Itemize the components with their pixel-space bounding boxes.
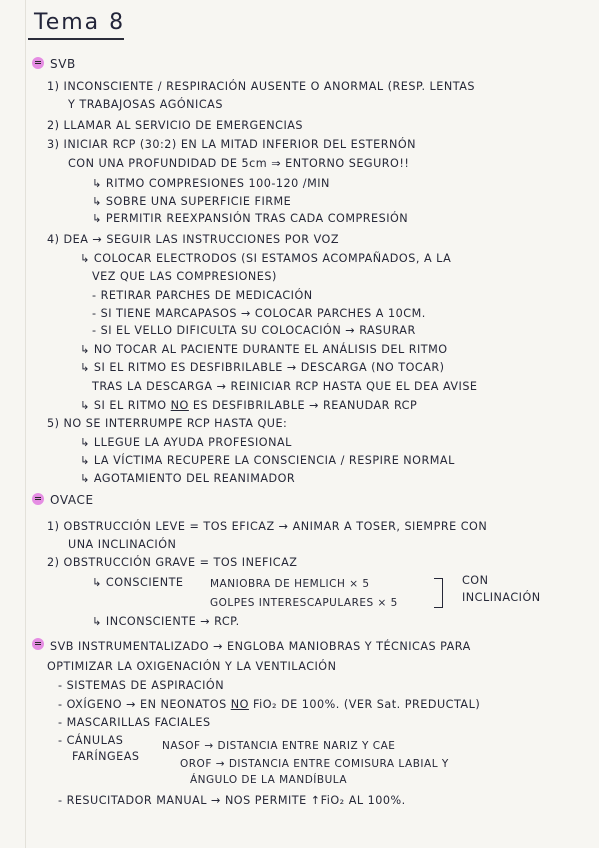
ovace-line: ↳ CONSCIENTE: [92, 576, 184, 589]
svb-line: - SI EL VELLO DIFICULTA SU COLOCACIÓN → RASURAR: [92, 324, 416, 337]
ovace-line: 1) OBSTRUCCIÓN LEVE = TOS EFICAZ → ANIMAR A TOSER, SIEMPRE CON: [47, 520, 488, 533]
svb-line: - SI TIENE MARCAPASOS → COLOCAR PARCHES A 10CM.: [92, 307, 426, 320]
bullet-icon: [32, 493, 44, 505]
svb-line: VEZ QUE LAS COMPRESIONES): [92, 270, 277, 283]
svb-line: ↳ NO TOCAR AL PACIENTE DURANTE EL ANÁLISIS DEL RITMO: [80, 343, 448, 356]
svb-line: ↳ LLEGUE LA AYUDA PROFESIONAL: [80, 436, 292, 449]
svb-line: 2) LLAMAR AL SERVICIO DE EMERGENCIAS: [47, 119, 304, 132]
section-heading-svb-instrumentalizado: SVB INSTRUMENTALIZADO → ENGLOBA MANIOBRAS Y TÉCNICAS PARA: [50, 640, 471, 653]
text-fragment: ES DESFIBRILABLE → REANUDAR RCP: [188, 399, 418, 412]
svb-line: ↳ AGOTAMIENTO DEL REANIMADOR: [80, 472, 296, 485]
svb-line: CON UNA PROFUNDIDAD DE 5cm ⇒ ENTORNO SEGURO!!: [68, 157, 410, 170]
bracket: [434, 578, 443, 608]
ovace-line: CON: [462, 574, 489, 587]
svb-line: Y TRABAJOSAS AGÓNICAS: [68, 98, 223, 111]
underlined-no: NO: [170, 399, 189, 412]
text-fragment: - OXÍGENO → EN NEONATOS: [58, 698, 231, 711]
svbi-line: FARÍNGEAS: [72, 750, 140, 763]
ovace-line: GOLPES INTERESCAPULARES × 5: [210, 597, 398, 609]
ovace-line: MANIOBRA DE HEMLICH × 5: [210, 578, 370, 590]
svbi-line: - MASCARILLAS FACIALES: [58, 716, 211, 729]
svb-line: ↳ SI EL RITMO ES DESFIBRILABLE → DESCARGA (NO TOCAR): [80, 361, 445, 374]
svbi-line: OPTIMIZAR LA OXIGENACIÓN Y LA VENTILACIÓN: [47, 660, 337, 673]
svb-line: 3) INICIAR RCP (30:2) EN LA MITAD INFERIOR DEL ESTERNÓN: [47, 138, 417, 151]
underlined-no: NO: [230, 698, 249, 711]
bullet-icon: [32, 57, 44, 69]
ovace-line: 2) OBSTRUCCIÓN GRAVE = TOS INEFICAZ: [47, 556, 298, 569]
svbi-line: ÁNGULO DE LA MANDÍBULA: [190, 774, 348, 786]
text-fragment: FiO₂ DE 100%. (VER Sat. PREDUCTAL): [248, 698, 481, 711]
text-fragment: ↳ SI EL RITMO: [80, 399, 171, 412]
bullet-icon: [32, 638, 44, 650]
page-title: Tema 8: [34, 10, 126, 35]
svb-line: ↳ RITMO COMPRESIONES 100-120 /MIN: [92, 177, 330, 190]
margin-line: [25, 0, 26, 848]
svb-line: ↳ LA VÍCTIMA RECUPERE LA CONSCIENCIA / RESPIRE NORMAL: [80, 454, 455, 467]
ovace-line: UNA INCLINACIÓN: [68, 538, 177, 551]
section-heading-svb: SVB: [50, 57, 76, 71]
svb-line: ↳ COLOCAR ELECTRODOS (SI ESTAMOS ACOMPAÑADOS, A LA: [80, 252, 452, 265]
ovace-line: ↳ INCONSCIENTE → RCP.: [92, 615, 240, 628]
svb-line: ↳ SOBRE UNA SUPERFICIE FIRME: [92, 195, 292, 208]
svb-line: ↳ PERMITIR REEXPANSIÓN TRAS CADA COMPRESIÓN: [92, 212, 409, 225]
svbi-line: NASOF → DISTANCIA ENTRE NARIZ Y CAE: [162, 740, 396, 752]
svb-line: TRAS LA DESCARGA → REINICIAR RCP HASTA QUE EL DEA AVISE: [92, 380, 478, 393]
svbi-line: - SISTEMAS DE ASPIRACIÓN: [58, 679, 225, 692]
svbi-line: [58, 698, 480, 711]
svb-line: 4) DEA → SEGUIR LAS INSTRUCCIONES POR VOZ: [47, 233, 340, 246]
svbi-line: OROF → DISTANCIA ENTRE COMISURA LABIAL Y: [180, 758, 449, 770]
svb-line: 5) NO SE INTERRUMPE RCP HASTA QUE:: [47, 417, 288, 430]
svb-line: [80, 399, 417, 412]
ovace-line: INCLINACIÓN: [462, 591, 541, 604]
svb-line: - RETIRAR PARCHES DE MEDICACIÓN: [92, 289, 313, 302]
svbi-line: - CÁNULAS: [58, 734, 124, 747]
svb-line: 1) INCONSCIENTE / RESPIRACIÓN AUSENTE O ANORMAL (RESP. LENTAS: [47, 80, 475, 93]
section-heading-ovace: OVACE: [50, 493, 94, 507]
svbi-line: - RESUCITADOR MANUAL → NOS PERMITE ↑FiO₂ AL 100%.: [58, 794, 406, 807]
